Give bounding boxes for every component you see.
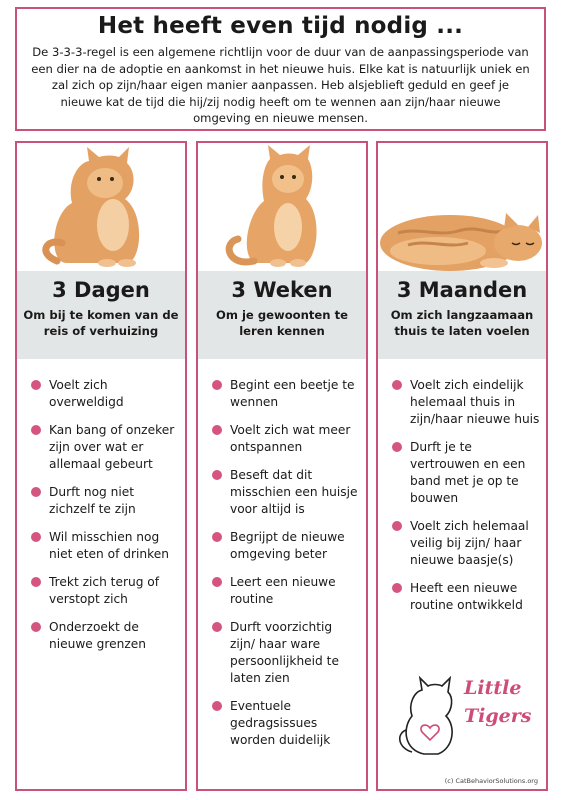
list-item: Kan bang of onzeker zijn over wat er allemaal gebeurt <box>29 422 179 473</box>
bullet-icon <box>31 487 41 497</box>
upright-cat-image <box>198 143 366 271</box>
cat-outline-icon <box>394 668 464 758</box>
bullet-icon <box>212 622 222 632</box>
bullet-icon <box>31 577 41 587</box>
bullet-icon <box>31 380 41 390</box>
bullet-icon <box>212 701 222 711</box>
period-band <box>378 271 546 359</box>
period-band <box>198 271 366 359</box>
list-item: Durft je te vertrouwen en een band met je op te bouwen <box>390 439 540 507</box>
sleeping-cat-image <box>378 143 546 271</box>
list-item: Wil misschien nog niet eten of drinken <box>29 529 179 563</box>
list-item: Durft voorzichtig zijn/ haar ware persoonlijkheid te laten zien <box>210 619 360 687</box>
list-item: Onderzoekt de nieuwe grenzen <box>29 619 179 653</box>
period-title: 3 Dagen <box>52 278 150 302</box>
bullet-icon <box>31 425 41 435</box>
bullet-icon <box>31 532 41 542</box>
list-item: Leert een nieuwe routine <box>210 574 360 608</box>
list-item: Voelt zich overweldigd <box>29 377 179 411</box>
intro-box <box>15 7 546 131</box>
column-3-weeks <box>196 141 368 791</box>
copyright-credit: (c) CatBehaviorSolutions.org <box>444 777 538 785</box>
list-item: Eventuele gedragsissues worden duidelijk <box>210 698 360 749</box>
bullet-icon <box>212 532 222 542</box>
intro-text: De 3-3-3-regel is een algemene richtlijn voor de duur van de aanpassingsperiode van een dier na de adoptie en aankomst in het nieuwe huis. Elke kat is natuurlijk uniek en zal zich op zijn/haar eigen manier aanpassen. Heb alsjeblieft geduld en geef je nieuwe kat de tijd die hij/zij nodig heeft om te wennen aan zijn/haar nieuwe omgeving en nieuwe mensen. <box>31 45 530 125</box>
bullet-icon <box>392 521 402 531</box>
bullet-icon <box>392 442 402 452</box>
bullet-icon <box>212 425 222 435</box>
behavior-list <box>210 377 360 760</box>
period-subtitle: Om zich langzaamaan thuis te laten voelen <box>390 308 534 338</box>
list-item: Heeft een nieuwe routine ontwikkeld <box>390 580 540 614</box>
list-item: Voelt zich wat meer ontspannen <box>210 422 360 456</box>
behavior-list <box>29 377 179 664</box>
list-item: Beseft dat dit misschien een huisje voor altijd is <box>210 467 360 518</box>
period-subtitle: Om je gewoonten te leren kennen <box>215 308 348 338</box>
list-item: Voelt zich helemaal veilig bij zijn/ haar nieuwe baasje(s) <box>390 518 540 569</box>
period-band <box>17 271 185 359</box>
period-title: 3 Maanden <box>396 278 528 302</box>
list-item: Trekt zich terug of verstopt zich <box>29 574 179 608</box>
list-item: Begrijpt de nieuwe omgeving beter <box>210 529 360 563</box>
bullet-icon <box>212 577 222 587</box>
list-item: Begint een beetje te wennen <box>210 377 360 411</box>
list-item: Durft nog niet zichzelf te zijn <box>29 484 179 518</box>
little-tigers-logo <box>394 668 544 758</box>
column-3-days <box>15 141 187 791</box>
behavior-list <box>390 377 540 625</box>
brand-name: Little Tigers <box>464 677 532 727</box>
bullet-icon <box>212 470 222 480</box>
bullet-icon <box>392 380 402 390</box>
sitting-cat-icon <box>17 143 185 271</box>
bullet-icon <box>212 380 222 390</box>
sitting-cat-image <box>17 143 185 271</box>
column-3-months <box>376 141 548 791</box>
page-title: Het heeft even tijd nodig ... <box>97 13 464 39</box>
sleeping-cat-icon <box>378 143 546 271</box>
upright-cat-icon <box>198 143 366 271</box>
period-subtitle: Om bij te komen van de reis of verhuizing <box>23 308 179 338</box>
bullet-icon <box>392 583 402 593</box>
bullet-icon <box>31 622 41 632</box>
period-title: 3 Weken <box>231 278 333 302</box>
list-item: Voelt zich eindelijk helemaal thuis in zijn/haar nieuwe huis <box>390 377 540 428</box>
